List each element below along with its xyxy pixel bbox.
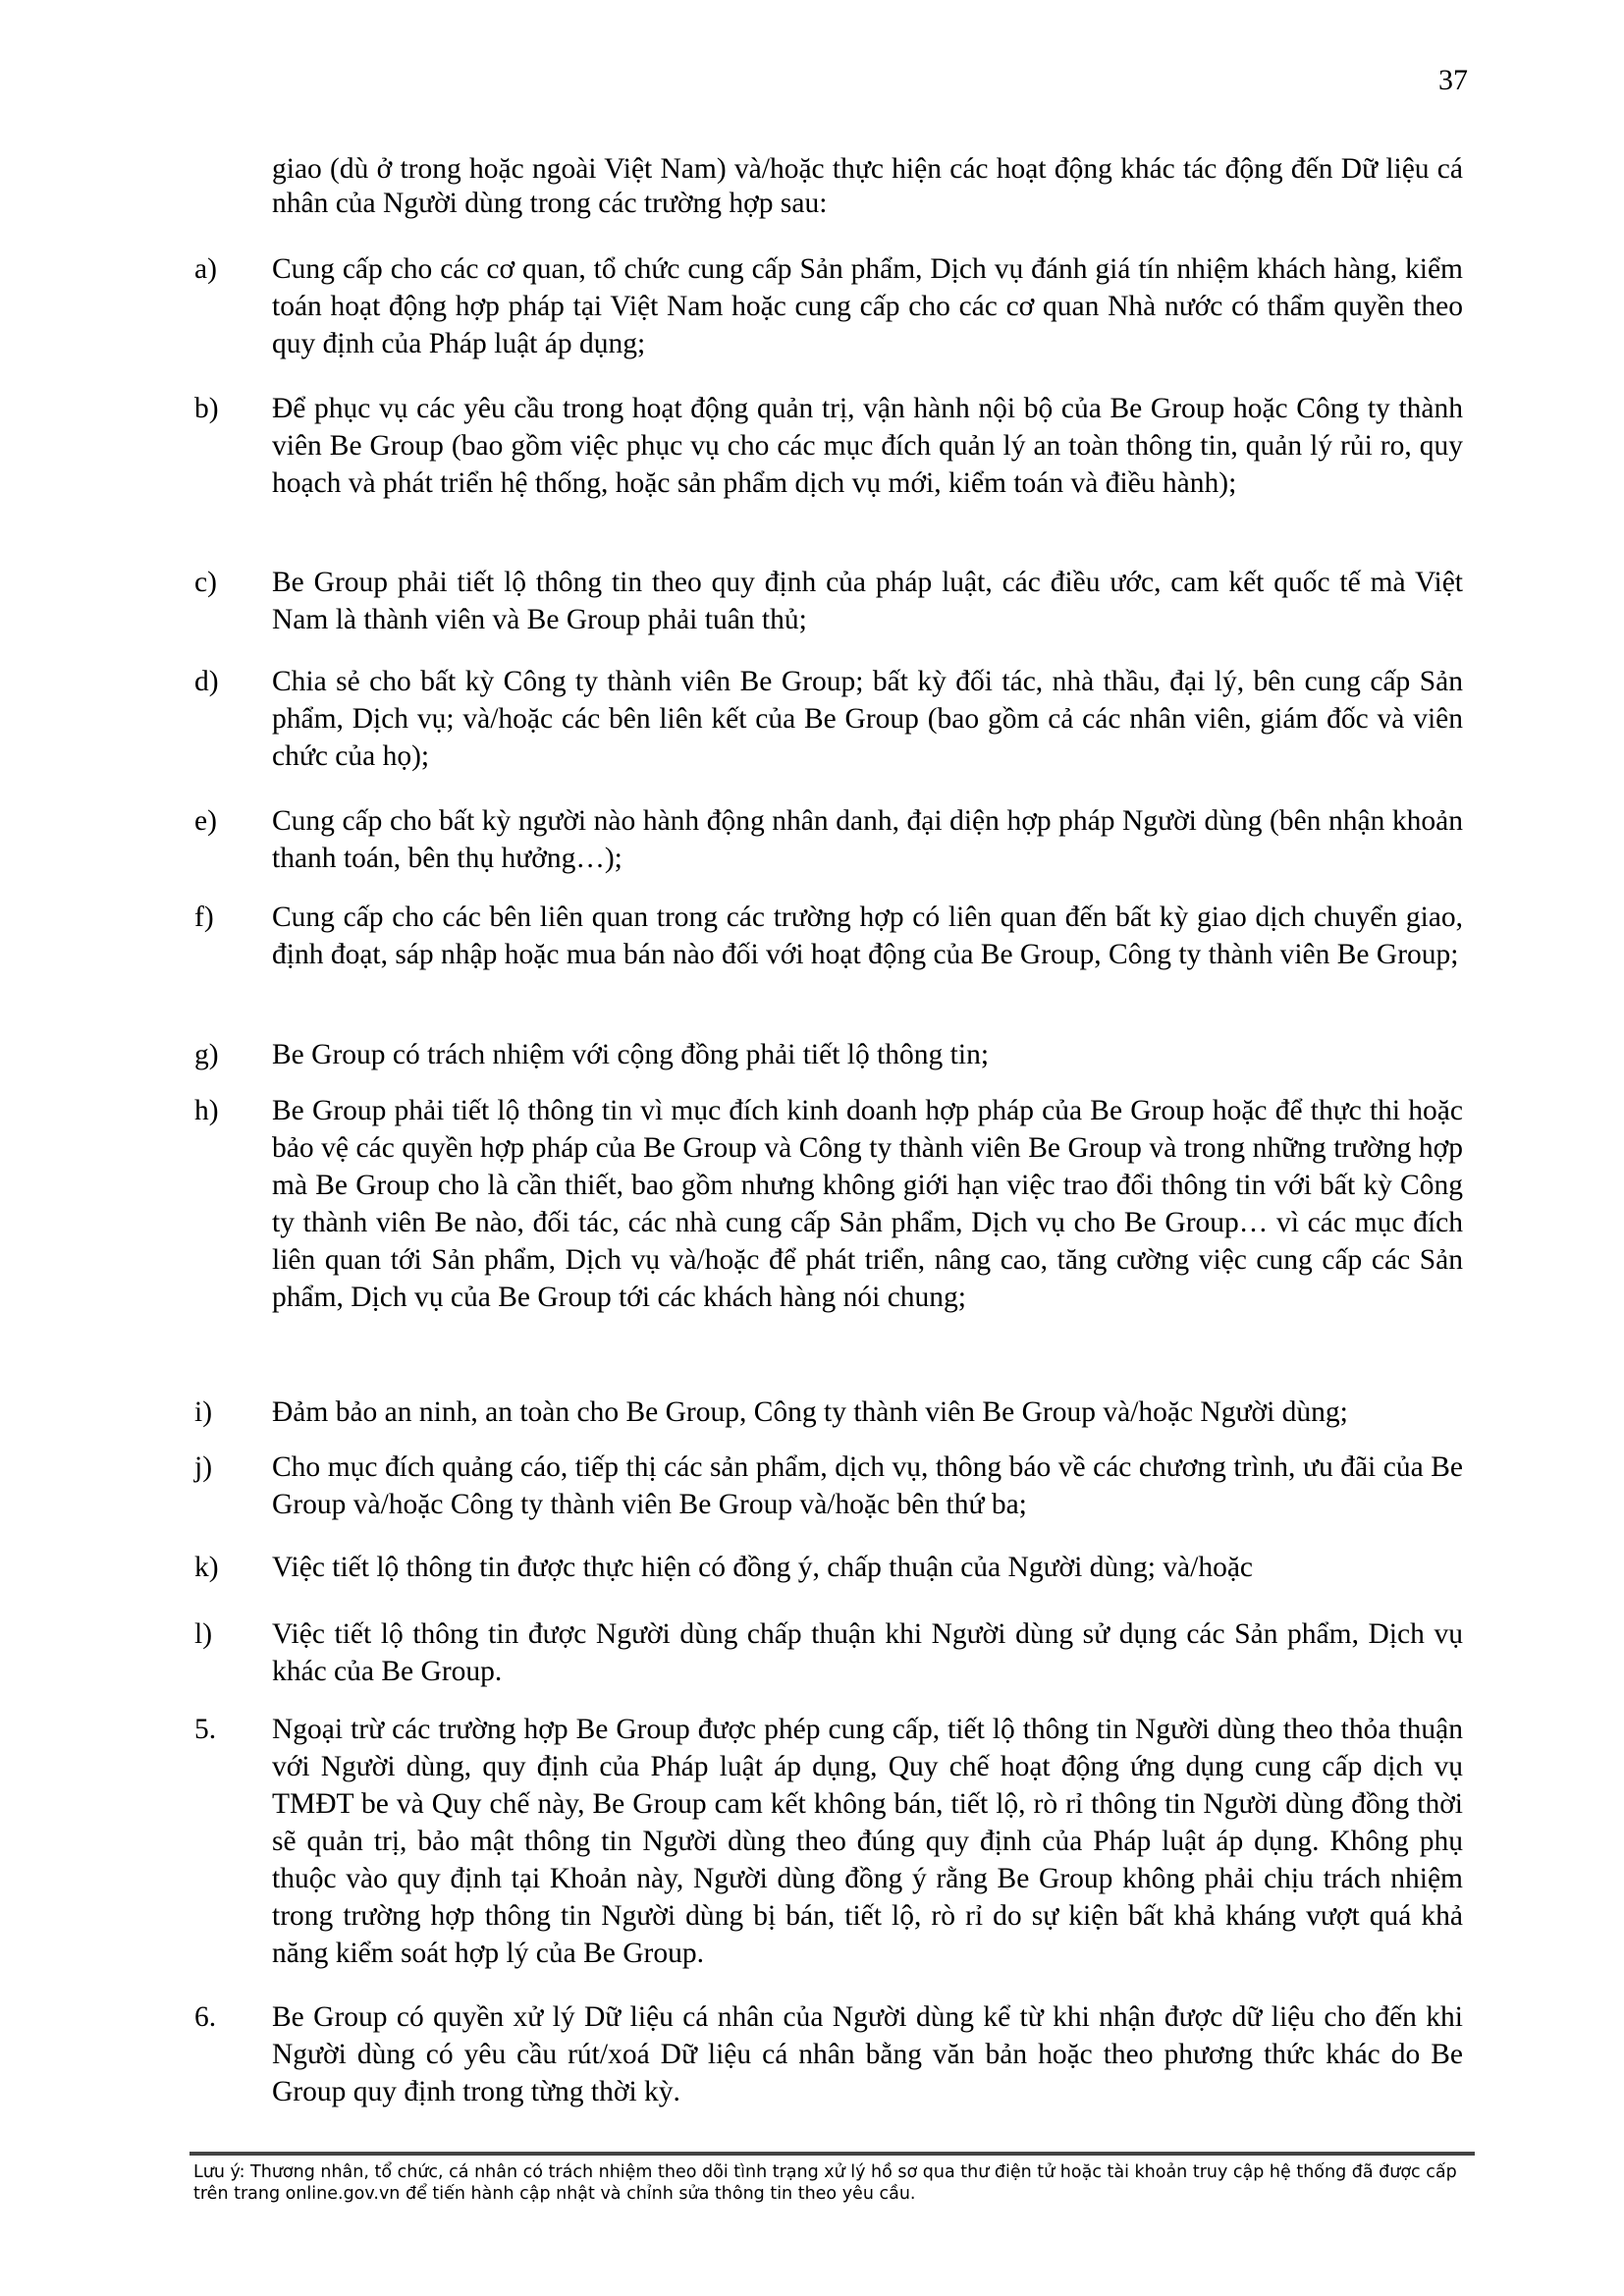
list-item-5 [194,1711,1463,1972]
list-item-i [194,1394,1463,1431]
list-item-text: Đảm bảo an ninh, an toàn cho Be Group, Công ty thành viên Be Group và/hoặc Người dùng; [272,1396,1348,1428]
list-item-text: Ngoại trừ các trường hợp Be Group được phép cung cấp, tiết lộ thông tin Người dùng theo thỏa thuận với Người dùng, quy định của Pháp luật áp dụng, Quy chế hoạt động ứng dụng cung cấp dịch vụ TMĐT be và Quy chế này, Be Group cam kết không bán, tiết lộ, rò rỉ thông tin Người dùng đồng thời sẽ quản trị, bảo mật thông tin Người dùng theo đúng quy định của Pháp luật áp dụng. Không phụ thuộc vào quy định tại Khoản này, Người dùng đồng ý rằng Be Group không phải chịu trách nhiệm trong trường hợp thông tin Người dùng bị bán, tiết lộ, rò rỉ do sự kiện bất khả kháng vượt quá khả năng kiểm soát hợp lý của Be Group. [272,1714,1463,1969]
list-item-a [194,250,1463,362]
list-item-f [194,899,1463,973]
list-item-text: Chia sẻ cho bất kỳ Công ty thành viên Be Group; bất kỳ đối tác, nhà thầu, đại lý, bên cung cấp Sản phẩm, Dịch vụ; và/hoặc các bên liên kết của Be Group (bao gồm cả các nhân viên, giám đốc và viên chức của họ); [272,666,1463,772]
list-item-text: Be Group phải tiết lộ thông tin theo quy định của pháp luật, các điều ước, cam kết quốc tế mà Việt Nam là thành viên và Be Group phải tuân thủ; [272,567,1463,635]
list-item-k [194,1549,1463,1586]
list-item-label: h) [194,1095,219,1126]
page-number: 37 [1438,64,1468,96]
list-item-j [194,1449,1463,1523]
list-item-d [194,663,1463,775]
list-item-text: Để phục vụ các yêu cầu trong hoạt động quản trị, vận hành nội bộ của Be Group hoặc Công ty thành viên Be Group (bao gồm việc phục vụ cho các mục đích quản lý an toàn thông tin, quản lý rủi ro, quy hoạch và phát triển hệ thống, hoặc sản phẩm dịch vụ mới, kiểm toán và điều hành); [272,393,1463,499]
list-item-text: Be Group có trách nhiệm với cộng đồng phải tiết lộ thông tin; [272,1039,990,1070]
list-item-label: a) [194,253,217,285]
footer-divider [189,2152,1475,2156]
list-item-label: k) [194,1552,219,1583]
list-item-label: c) [194,567,217,598]
list-item-label: g) [194,1039,219,1070]
list-item-text: Cung cấp cho các bên liên quan trong các trường hợp có liên quan đến bất kỳ giao dịch chuyển giao, định đoạt, sáp nhập hoặc mua bán nào đối với hoạt động của Be Group, Công ty thành viên Be Group; [272,902,1463,970]
list-item-text: Cho mục đích quảng cáo, tiếp thị các sản phẩm, dịch vụ, thông báo về các chương trình, ưu đãi của Be Group và/hoặc Công ty thành viên Be Group và/hoặc bên thứ ba; [272,1451,1463,1520]
list-item-b [194,390,1463,502]
list-item-g [194,1036,1463,1073]
list-item-text: Be Group phải tiết lộ thông tin vì mục đích kinh doanh hợp pháp của Be Group hoặc để thực thi hoặc bảo vệ các quyền hợp pháp của Be Group và Công ty thành viên Be Group và trong những trường hợp mà Be Group cho là cần thiết, bao gồm nhưng không giới hạn việc trao đổi thông tin với bất kỳ Công ty thành viên Be nào, đối tác, các nhà cung cấp Sản phẩm, Dịch vụ cho Be Group… vì các mục đích liên quan tới Sản phẩm, Dịch vụ và/hoặc để phát triển, nâng cao, tăng cường việc cung cấp các Sản phẩm, Dịch vụ của Be Group tới các khách hàng nói chung; [272,1095,1463,1313]
list-item-h [194,1092,1463,1316]
list-item-label: l) [194,1618,213,1650]
list-item-text: Việc tiết lộ thông tin được Người dùng chấp thuận khi Người dùng sử dụng các Sản phẩm, Dịch vụ khác của Be Group. [272,1618,1463,1687]
list-item-label: e) [194,805,217,837]
list-item-label: i) [194,1396,213,1428]
list-item-text: Be Group có quyền xử lý Dữ liệu cá nhân của Người dùng kể từ khi nhận được dữ liệu cho đến khi Người dùng có yêu cầu rút/xoá Dữ liệu cá nhân bằng văn bản hoặc theo phương thức khác do Be Group quy định trong từng thời kỳ. [272,2001,1463,2107]
list-item-text: Cung cấp cho các cơ quan, tổ chức cung cấp Sản phẩm, Dịch vụ đánh giá tín nhiệm khách hàng, kiểm toán hoạt động hợp pháp tại Việt Nam hoặc cung cấp cho các cơ quan Nhà nước có thẩm quyền theo quy định của Pháp luật áp dụng; [272,253,1463,359]
intro-paragraph: giao (dù ở trong hoặc ngoài Việt Nam) và/hoặc thực hiện các hoạt động khác tác động đến Dữ liệu cá nhân của Người dùng trong các trường hợp sau: [272,153,1463,219]
list-item-text: Cung cấp cho bất kỳ người nào hành động nhân danh, đại diện hợp pháp Người dùng (bên nhận khoản thanh toán, bên thụ hưởng…); [272,805,1463,874]
list-item-text: Việc tiết lộ thông tin được thực hiện có đồng ý, chấp thuận của Người dùng; và/hoặc [272,1552,1254,1583]
list-item-label: 5. [194,1714,217,1745]
list-item-label: d) [194,666,219,697]
list-item-c [194,564,1463,638]
list-item-6 [194,1998,1463,2110]
list-item-label: b) [194,393,219,424]
footer-note: Lưu ý: Thương nhân, tổ chức, cá nhân có trách nhiệm theo dõi tình trạng xử lý hồ sơ qua thư điện tử hoặc tài khoản truy cập hệ thống đã được cấp trên trang online.gov.vn để tiến hành cập nhật và chỉnh sửa thông tin theo yêu cầu. [193,2162,1457,2204]
list-item-label: j) [194,1451,213,1483]
list-item-label: 6. [194,2001,217,2033]
list-item-l [194,1615,1463,1690]
list-item-label: f) [194,902,214,933]
list-item-e [194,802,1463,877]
